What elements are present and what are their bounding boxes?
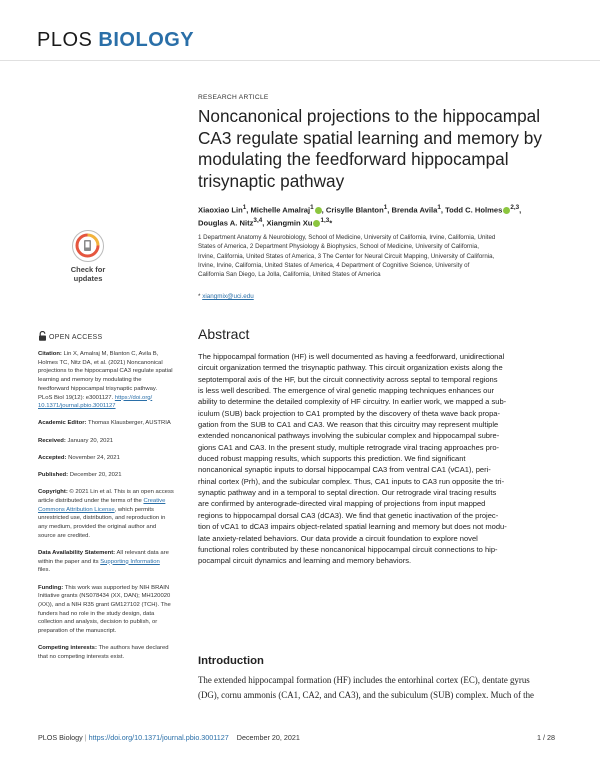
abstract-body: The hippocampal formation (HF) is well documented as having a feedforward, unidirectional circuit organization termed the trisynaptic pathway. This circuit organization exists along the septotemporal axis of the HF, but the circuit connectivity across septal to temporal regions is less well described. The emergence of viral genetic mapping techniques enhances our ability to determine the detailed complexity of HF circuitry. In earlier work, we mapped a sub- iculum (SUB) back projection to CA1 prompted by the discovery of theta wave back propa- gation from the SUB to CA1 and CA3. We reason that this circuitry may represent multiple extended noncanonical pathways involving the subicular complex and hippocampal subre- gions CA1 and CA3. In the present study, multiple retrograde viral tracing approaches pro- duced robust mapping results, which supports this prediction. We find significant noncanonical synaptic inputs to dorsal hippocampal CA3 from ventral CA1 (vCA1), peri- rhinal cortex (Prh), and the subicular complex. Thus, CA1 inputs to CA3 run opposite the tri- synaptic pathway and in a temporal to septal direction. Our retrograde viral tracing results are confirmed by anterograde-directed viral mapping of projections from input mapped regions to hippocampal dorsal CA3 (dCA3). We find that genetic inactivation of the projec- tion of vCA1 to dCA3 impairs object-related spatial learning and memory but does not modu- late anxiety-related behaviors. Our data provide a circuit foundation to explore novel functional roles contributed by these noncanonical hippocampal circuit connections to hip- pocampal circuit dynamics and learning and memory behaviors. bbox=[198, 352, 507, 566]
page-footer: PLOS Biology | https://doi.org/10.1371/journal.pbio.3001127 December 20, 2021 bbox=[38, 733, 300, 742]
affiliations: 1 Department Anatomy & Neurobiology, School of Medicine, University of California, Irvine, California, United States of America, 2 Department Physiology & Biophysics, School of Medicine, University of California, Irvine, California, United States of America, 3 The Center for Neural Circuit Mapping, University of California, Irvine, Irvine, California, United States of America, 4 Department of Cognitive Science, University of California San Diego, La Jolla, California, United States of America bbox=[198, 234, 496, 279]
creative-commons-link-cont[interactable]: Commons Attribution License bbox=[38, 506, 115, 513]
article-title: Noncanonical projections to the hippocampal CA3 regulate spatial learning and memory by modulating the feedforward hippocampal trisynaptic pathway bbox=[198, 106, 542, 191]
funding: Funding: This work was supported by NIH BRAIN Initiative grants (NS078434 (XX, DAN); MH120020 (XX)), and a NIH R35 grant GM127102 (TCH). The funders had no role in the study design, data collection and analysis, decision to publish, or preparation of the manuscript. bbox=[38, 584, 171, 635]
published-date: Published: December 20, 2021 bbox=[38, 472, 122, 479]
author-line-1: Xiaoxiao Lin$^1$, Michelle Amalraj$^1$ , Crisylle Blanton$^1$, Brenda Avila$^1$, Todd C. Holmes $^{2,3}$, bbox=[198, 204, 522, 215]
open-lock-icon bbox=[38, 331, 47, 341]
supporting-information-link[interactable]: Supporting Information bbox=[100, 558, 160, 565]
journal-logo[interactable] bbox=[37, 29, 194, 52]
data-availability: Data Availability Statement: All relevant data are within the paper and its Supporting Information files. bbox=[38, 549, 169, 574]
corresponding-email: * xiangmix@uci.edu bbox=[198, 293, 254, 300]
author-line-2: Douglas A. Nitz$^{3,4}$, Xiangmin Xu $^{1,3}$* bbox=[198, 217, 333, 228]
check-for-updates-badge[interactable] bbox=[63, 228, 113, 288]
creative-commons-link[interactable]: Creative bbox=[143, 497, 166, 504]
academic-editor: Academic Editor: Thomas Klausberger, AUSTRIA bbox=[38, 420, 171, 427]
introduction-heading: Introduction bbox=[198, 655, 264, 667]
email-link[interactable]: xiangmix@uci.edu bbox=[202, 293, 254, 300]
competing-interests: Competing interests: The authors have declared that no competing interests exist. bbox=[38, 645, 169, 660]
orcid-icon[interactable] bbox=[315, 207, 322, 214]
introduction-body: The extended hippocampal formation (HF) includes the entorhinal cortex (EC), dentate gyrus (DG), cornu ammonis (CA1, CA2, and CA3), and the subiculum (SUB) complex. Much of the bbox=[198, 675, 534, 700]
page-number: 1 / 28 bbox=[537, 733, 555, 742]
check-for-updates-icon bbox=[72, 230, 104, 262]
citation-doi-link[interactable]: https://doi.org/ bbox=[114, 394, 153, 401]
logo-biology: BIOLOGY bbox=[98, 29, 195, 51]
article-metadata-sidebar bbox=[38, 350, 186, 670]
citation: Citation: Lin X, Amalraj M, Blanton C, Avila B, Holmes TC, Nitz DA, et al. (2021) Noncanonical projections to the hippocampal CA3 regulate spatial learning and memory by modulating the feedforward hippocampal trisynaptic pathway. PLoS Biol 19(12): e3001127. https://doi.org/ 10.1371/journal.pbio.3001127 bbox=[38, 351, 173, 410]
logo-plos: PLOS bbox=[37, 29, 93, 51]
header-divider bbox=[0, 60, 600, 61]
citation-doi-link-cont[interactable]: 10.1371/journal.pbio.3001127 bbox=[38, 403, 116, 410]
received-date: Received: January 20, 2021 bbox=[38, 437, 114, 444]
check-for-updates-label: Check for updates bbox=[70, 265, 106, 283]
article-type: RESEARCH ARTICLE bbox=[198, 94, 269, 101]
abstract-heading: Abstract bbox=[198, 326, 250, 342]
accepted-date: Accepted: November 24, 2021 bbox=[38, 454, 120, 461]
author-list bbox=[198, 203, 568, 229]
open-access-label: OPEN ACCESS bbox=[38, 331, 102, 341]
copyright: Copyright: © 2021 Lin et al. This is an open access article distributed under the terms of the Creative Commons Attribution License, which permits unrestricted use, distribution, and reproduction in any medium, provided the original author and source are credited. bbox=[38, 489, 174, 539]
footer-doi-link[interactable]: https://doi.org/10.1371/journal.pbio.3001127 bbox=[88, 733, 229, 742]
